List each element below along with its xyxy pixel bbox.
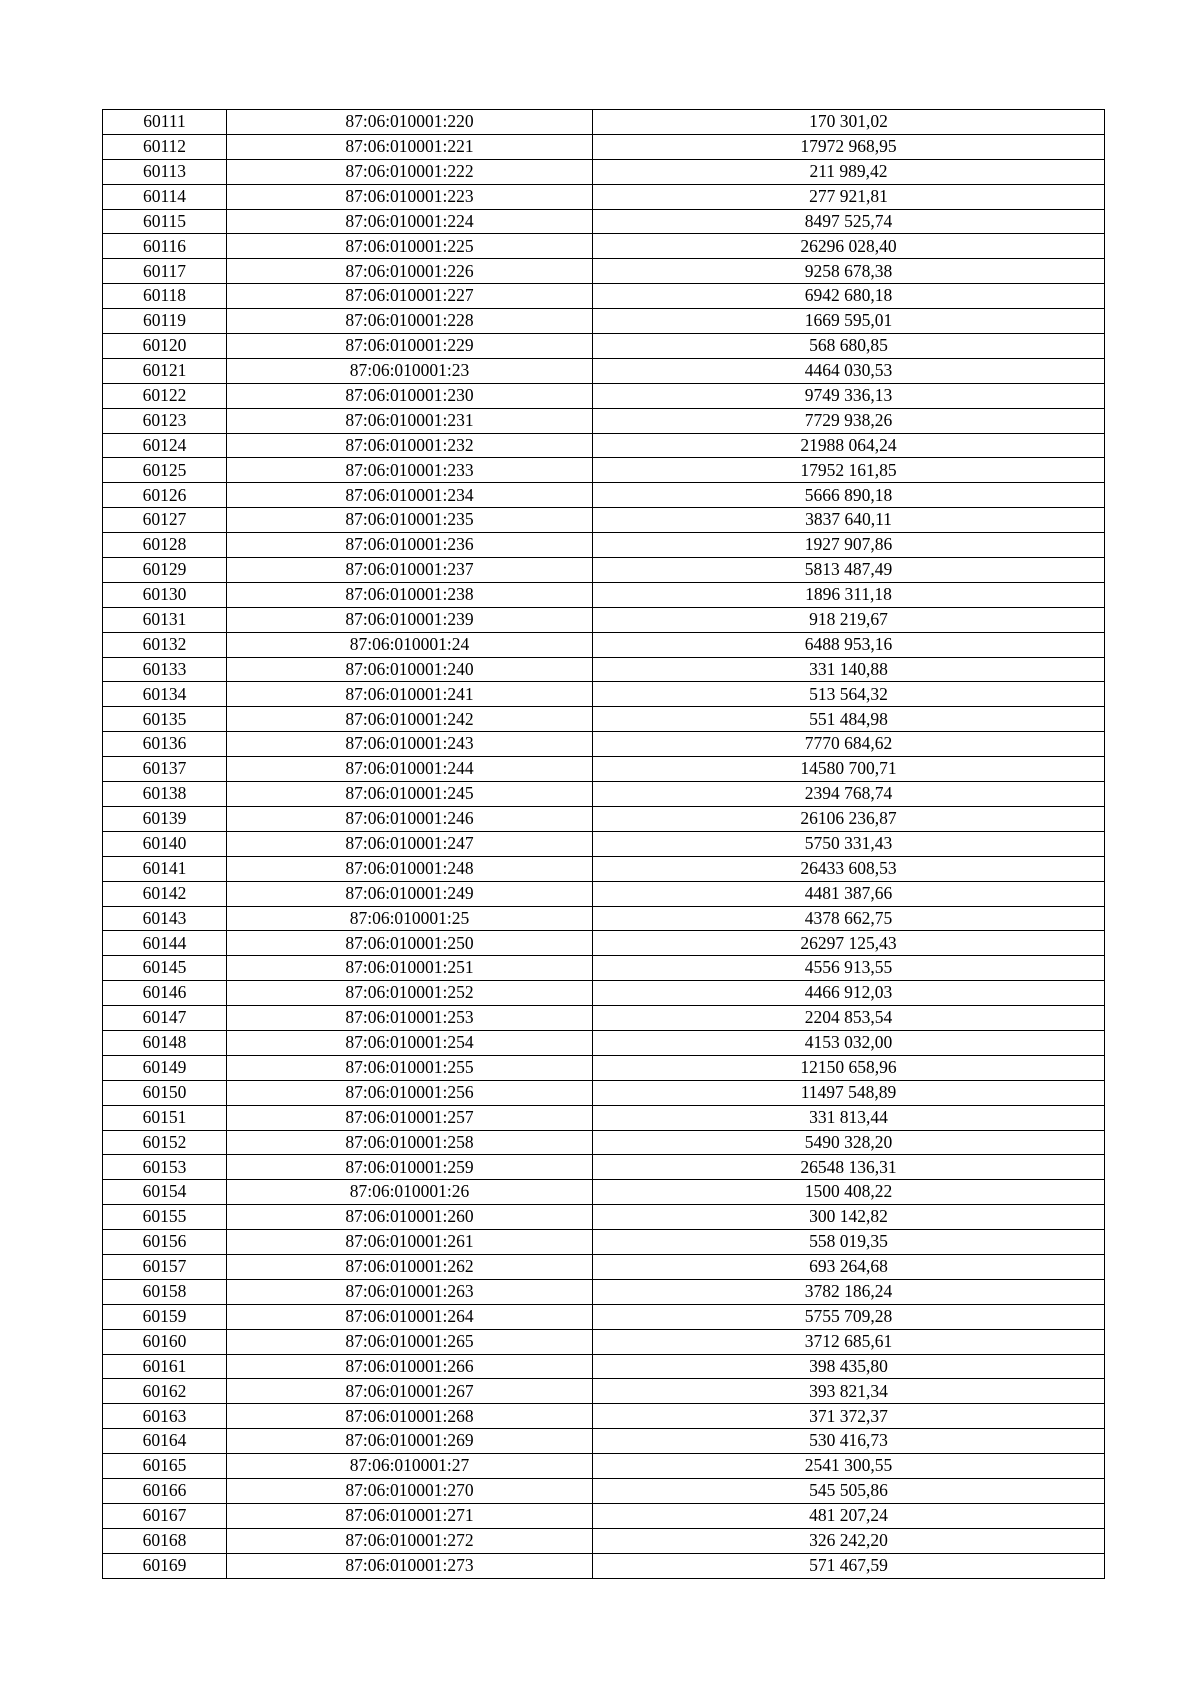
value-cell: 551 484,98	[593, 707, 1105, 732]
row-number-cell: 60135	[103, 707, 227, 732]
table-row	[103, 1080, 1105, 1105]
row-number-cell: 60157	[103, 1254, 227, 1279]
row-number-cell: 60163	[103, 1404, 227, 1429]
row-number-cell: 60142	[103, 881, 227, 906]
table-row	[103, 1279, 1105, 1304]
cadastral-number-cell: 87:06:010001:239	[227, 607, 593, 632]
table-row	[103, 1429, 1105, 1454]
value-cell: 5813 487,49	[593, 558, 1105, 583]
row-number-cell: 60123	[103, 408, 227, 433]
row-number-cell: 60126	[103, 483, 227, 508]
row-number-cell: 60112	[103, 134, 227, 159]
table-row	[103, 757, 1105, 782]
value-cell: 26296 028,40	[593, 234, 1105, 259]
value-cell: 371 372,37	[593, 1404, 1105, 1429]
table-row	[103, 1254, 1105, 1279]
cadastral-number-cell: 87:06:010001:245	[227, 782, 593, 807]
table-row	[103, 856, 1105, 881]
table-row	[103, 458, 1105, 483]
row-number-cell: 60128	[103, 533, 227, 558]
table-row	[103, 707, 1105, 732]
value-cell: 7770 684,62	[593, 732, 1105, 757]
cadastral-number-cell: 87:06:010001:246	[227, 806, 593, 831]
row-number-cell: 60137	[103, 757, 227, 782]
table-row	[103, 607, 1105, 632]
cadastral-number-cell: 87:06:010001:233	[227, 458, 593, 483]
table-row	[103, 931, 1105, 956]
value-cell: 4464 030,53	[593, 358, 1105, 383]
row-number-cell: 60115	[103, 209, 227, 234]
row-number-cell: 60154	[103, 1180, 227, 1205]
row-number-cell: 60125	[103, 458, 227, 483]
table-row	[103, 1379, 1105, 1404]
table-row	[103, 1230, 1105, 1255]
value-cell: 331 140,88	[593, 657, 1105, 682]
value-cell: 14580 700,71	[593, 757, 1105, 782]
row-number-cell: 60133	[103, 657, 227, 682]
table-row	[103, 881, 1105, 906]
row-number-cell: 60119	[103, 309, 227, 334]
cadastral-number-cell: 87:06:010001:221	[227, 134, 593, 159]
cadastral-number-cell: 87:06:010001:230	[227, 383, 593, 408]
table-row	[103, 981, 1105, 1006]
cadastral-number-cell: 87:06:010001:262	[227, 1254, 593, 1279]
value-cell: 17972 968,95	[593, 134, 1105, 159]
cadastral-number-cell: 87:06:010001:257	[227, 1105, 593, 1130]
table-row	[103, 1528, 1105, 1553]
cadastral-number-cell: 87:06:010001:266	[227, 1354, 593, 1379]
table-row	[103, 732, 1105, 757]
cadastral-number-cell: 87:06:010001:253	[227, 1006, 593, 1031]
value-cell: 558 019,35	[593, 1230, 1105, 1255]
value-cell: 300 142,82	[593, 1205, 1105, 1230]
cadastral-number-cell: 87:06:010001:269	[227, 1429, 593, 1454]
cadastral-number-cell: 87:06:010001:24	[227, 632, 593, 657]
row-number-cell: 60131	[103, 607, 227, 632]
cadastral-number-cell: 87:06:010001:223	[227, 184, 593, 209]
table-row	[103, 259, 1105, 284]
table-row	[103, 682, 1105, 707]
table-row	[103, 632, 1105, 657]
row-number-cell: 60161	[103, 1354, 227, 1379]
table-row	[103, 1055, 1105, 1080]
row-number-cell: 60160	[103, 1329, 227, 1354]
value-cell: 4466 912,03	[593, 981, 1105, 1006]
row-number-cell: 60146	[103, 981, 227, 1006]
value-cell: 693 264,68	[593, 1254, 1105, 1279]
table-row	[103, 334, 1105, 359]
value-cell: 2541 300,55	[593, 1454, 1105, 1479]
table-row	[103, 284, 1105, 309]
value-cell: 26433 608,53	[593, 856, 1105, 881]
cadastral-number-cell: 87:06:010001:241	[227, 682, 593, 707]
cadastral-number-cell: 87:06:010001:263	[227, 1279, 593, 1304]
table-row	[103, 159, 1105, 184]
cadastral-number-cell: 87:06:010001:270	[227, 1478, 593, 1503]
value-cell: 326 242,20	[593, 1528, 1105, 1553]
row-number-cell: 60117	[103, 259, 227, 284]
cadastral-number-cell: 87:06:010001:251	[227, 956, 593, 981]
cadastral-number-cell: 87:06:010001:268	[227, 1404, 593, 1429]
row-number-cell: 60164	[103, 1429, 227, 1454]
row-number-cell: 60130	[103, 582, 227, 607]
cadastral-number-cell: 87:06:010001:249	[227, 881, 593, 906]
table-row	[103, 657, 1105, 682]
table-row	[103, 408, 1105, 433]
table-row	[103, 184, 1105, 209]
table-row	[103, 209, 1105, 234]
value-cell: 8497 525,74	[593, 209, 1105, 234]
table-row	[103, 831, 1105, 856]
cadastral-number-cell: 87:06:010001:27	[227, 1454, 593, 1479]
value-cell: 2394 768,74	[593, 782, 1105, 807]
value-cell: 331 813,44	[593, 1105, 1105, 1130]
cadastral-number-cell: 87:06:010001:264	[227, 1304, 593, 1329]
table-body	[103, 110, 1105, 1579]
value-cell: 481 207,24	[593, 1503, 1105, 1528]
value-cell: 5750 331,43	[593, 831, 1105, 856]
cadastral-number-cell: 87:06:010001:236	[227, 533, 593, 558]
cadastral-number-cell: 87:06:010001:226	[227, 259, 593, 284]
table-row	[103, 1304, 1105, 1329]
row-number-cell: 60165	[103, 1454, 227, 1479]
row-number-cell: 60153	[103, 1155, 227, 1180]
cadastral-number-cell: 87:06:010001:220	[227, 110, 593, 135]
value-cell: 571 467,59	[593, 1553, 1105, 1578]
row-number-cell: 60167	[103, 1503, 227, 1528]
value-cell: 4556 913,55	[593, 956, 1105, 981]
cadastral-number-cell: 87:06:010001:240	[227, 657, 593, 682]
value-cell: 4153 032,00	[593, 1030, 1105, 1055]
value-cell: 170 301,02	[593, 110, 1105, 135]
value-cell: 398 435,80	[593, 1354, 1105, 1379]
value-cell: 5666 890,18	[593, 483, 1105, 508]
row-number-cell: 60159	[103, 1304, 227, 1329]
table-row	[103, 134, 1105, 159]
row-number-cell: 60118	[103, 284, 227, 309]
row-number-cell: 60134	[103, 682, 227, 707]
value-cell: 3837 640,11	[593, 508, 1105, 533]
row-number-cell: 60148	[103, 1030, 227, 1055]
row-number-cell: 60113	[103, 159, 227, 184]
cadastral-number-cell: 87:06:010001:250	[227, 931, 593, 956]
row-number-cell: 60129	[103, 558, 227, 583]
cadastral-number-cell: 87:06:010001:273	[227, 1553, 593, 1578]
table-row	[103, 956, 1105, 981]
row-number-cell: 60151	[103, 1105, 227, 1130]
table-row	[103, 782, 1105, 807]
cadastral-number-cell: 87:06:010001:23	[227, 358, 593, 383]
table-row	[103, 533, 1105, 558]
value-cell: 5490 328,20	[593, 1130, 1105, 1155]
row-number-cell: 60120	[103, 334, 227, 359]
value-cell: 5755 709,28	[593, 1304, 1105, 1329]
table-row	[103, 433, 1105, 458]
value-cell: 12150 658,96	[593, 1055, 1105, 1080]
cadastral-number-cell: 87:06:010001:259	[227, 1155, 593, 1180]
cadastral-number-cell: 87:06:010001:256	[227, 1080, 593, 1105]
table-row	[103, 1354, 1105, 1379]
table-row	[103, 1180, 1105, 1205]
table-row	[103, 309, 1105, 334]
value-cell: 530 416,73	[593, 1429, 1105, 1454]
table-row	[103, 1205, 1105, 1230]
row-number-cell: 60166	[103, 1478, 227, 1503]
row-number-cell: 60127	[103, 508, 227, 533]
cadastral-number-cell: 87:06:010001:255	[227, 1055, 593, 1080]
cadastral-number-cell: 87:06:010001:224	[227, 209, 593, 234]
table-row	[103, 1404, 1105, 1429]
row-number-cell: 60114	[103, 184, 227, 209]
cadastral-number-cell: 87:06:010001:237	[227, 558, 593, 583]
cadastral-number-cell: 87:06:010001:247	[227, 831, 593, 856]
value-cell: 1927 907,86	[593, 533, 1105, 558]
value-cell: 3782 186,24	[593, 1279, 1105, 1304]
value-cell: 4481 387,66	[593, 881, 1105, 906]
value-cell: 513 564,32	[593, 682, 1105, 707]
row-number-cell: 60150	[103, 1080, 227, 1105]
cadastral-value-table	[102, 109, 1105, 1579]
cadastral-number-cell: 87:06:010001:244	[227, 757, 593, 782]
table-row	[103, 483, 1105, 508]
cadastral-number-cell: 87:06:010001:227	[227, 284, 593, 309]
cadastral-number-cell: 87:06:010001:267	[227, 1379, 593, 1404]
row-number-cell: 60168	[103, 1528, 227, 1553]
value-cell: 1896 311,18	[593, 582, 1105, 607]
table-row	[103, 1553, 1105, 1578]
table-row	[103, 110, 1105, 135]
value-cell: 9258 678,38	[593, 259, 1105, 284]
value-cell: 9749 336,13	[593, 383, 1105, 408]
value-cell: 26297 125,43	[593, 931, 1105, 956]
value-cell: 211 989,42	[593, 159, 1105, 184]
cadastral-number-cell: 87:06:010001:265	[227, 1329, 593, 1354]
value-cell: 1500 408,22	[593, 1180, 1105, 1205]
table-row	[103, 508, 1105, 533]
table-row	[103, 1130, 1105, 1155]
cadastral-number-cell: 87:06:010001:235	[227, 508, 593, 533]
cadastral-number-cell: 87:06:010001:271	[227, 1503, 593, 1528]
cadastral-number-cell: 87:06:010001:252	[227, 981, 593, 1006]
value-cell: 21988 064,24	[593, 433, 1105, 458]
table-row	[103, 582, 1105, 607]
cadastral-number-cell: 87:06:010001:272	[227, 1528, 593, 1553]
cadastral-number-cell: 87:06:010001:231	[227, 408, 593, 433]
table-row	[103, 1503, 1105, 1528]
value-cell: 568 680,85	[593, 334, 1105, 359]
row-number-cell: 60169	[103, 1553, 227, 1578]
row-number-cell: 60152	[103, 1130, 227, 1155]
value-cell: 26106 236,87	[593, 806, 1105, 831]
cadastral-number-cell: 87:06:010001:238	[227, 582, 593, 607]
table-row	[103, 1454, 1105, 1479]
value-cell: 26548 136,31	[593, 1155, 1105, 1180]
cadastral-number-cell: 87:06:010001:258	[227, 1130, 593, 1155]
row-number-cell: 60141	[103, 856, 227, 881]
table-row	[103, 906, 1105, 931]
table-row	[103, 234, 1105, 259]
value-cell: 6488 953,16	[593, 632, 1105, 657]
row-number-cell: 60158	[103, 1279, 227, 1304]
cadastral-number-cell: 87:06:010001:234	[227, 483, 593, 508]
value-cell: 1669 595,01	[593, 309, 1105, 334]
value-cell: 545 505,86	[593, 1478, 1105, 1503]
cadastral-number-cell: 87:06:010001:243	[227, 732, 593, 757]
row-number-cell: 60132	[103, 632, 227, 657]
row-number-cell: 60136	[103, 732, 227, 757]
cadastral-number-cell: 87:06:010001:225	[227, 234, 593, 259]
row-number-cell: 60156	[103, 1230, 227, 1255]
row-number-cell: 60149	[103, 1055, 227, 1080]
cadastral-number-cell: 87:06:010001:232	[227, 433, 593, 458]
cadastral-number-cell: 87:06:010001:254	[227, 1030, 593, 1055]
value-cell: 277 921,81	[593, 184, 1105, 209]
row-number-cell: 60124	[103, 433, 227, 458]
table-row	[103, 1155, 1105, 1180]
cadastral-number-cell: 87:06:010001:229	[227, 334, 593, 359]
row-number-cell: 60122	[103, 383, 227, 408]
row-number-cell: 60116	[103, 234, 227, 259]
table-row	[103, 383, 1105, 408]
row-number-cell: 60140	[103, 831, 227, 856]
cadastral-number-cell: 87:06:010001:242	[227, 707, 593, 732]
value-cell: 3712 685,61	[593, 1329, 1105, 1354]
table-row	[103, 558, 1105, 583]
cadastral-number-cell: 87:06:010001:228	[227, 309, 593, 334]
row-number-cell: 60111	[103, 110, 227, 135]
row-number-cell: 60155	[103, 1205, 227, 1230]
value-cell: 17952 161,85	[593, 458, 1105, 483]
row-number-cell: 60138	[103, 782, 227, 807]
table-row	[103, 1329, 1105, 1354]
row-number-cell: 60144	[103, 931, 227, 956]
row-number-cell: 60145	[103, 956, 227, 981]
value-cell: 11497 548,89	[593, 1080, 1105, 1105]
table-row	[103, 1105, 1105, 1130]
cadastral-number-cell: 87:06:010001:261	[227, 1230, 593, 1255]
table-row	[103, 1030, 1105, 1055]
cadastral-number-cell: 87:06:010001:260	[227, 1205, 593, 1230]
table-row	[103, 1006, 1105, 1031]
row-number-cell: 60162	[103, 1379, 227, 1404]
value-cell: 2204 853,54	[593, 1006, 1105, 1031]
value-cell: 6942 680,18	[593, 284, 1105, 309]
table-row	[103, 358, 1105, 383]
cadastral-number-cell: 87:06:010001:25	[227, 906, 593, 931]
row-number-cell: 60121	[103, 358, 227, 383]
row-number-cell: 60143	[103, 906, 227, 931]
cadastral-number-cell: 87:06:010001:248	[227, 856, 593, 881]
row-number-cell: 60139	[103, 806, 227, 831]
value-cell: 7729 938,26	[593, 408, 1105, 433]
value-cell: 393 821,34	[593, 1379, 1105, 1404]
value-cell: 918 219,67	[593, 607, 1105, 632]
table-row	[103, 806, 1105, 831]
cadastral-number-cell: 87:06:010001:222	[227, 159, 593, 184]
table-row	[103, 1478, 1105, 1503]
cadastral-number-cell: 87:06:010001:26	[227, 1180, 593, 1205]
value-cell: 4378 662,75	[593, 906, 1105, 931]
row-number-cell: 60147	[103, 1006, 227, 1031]
